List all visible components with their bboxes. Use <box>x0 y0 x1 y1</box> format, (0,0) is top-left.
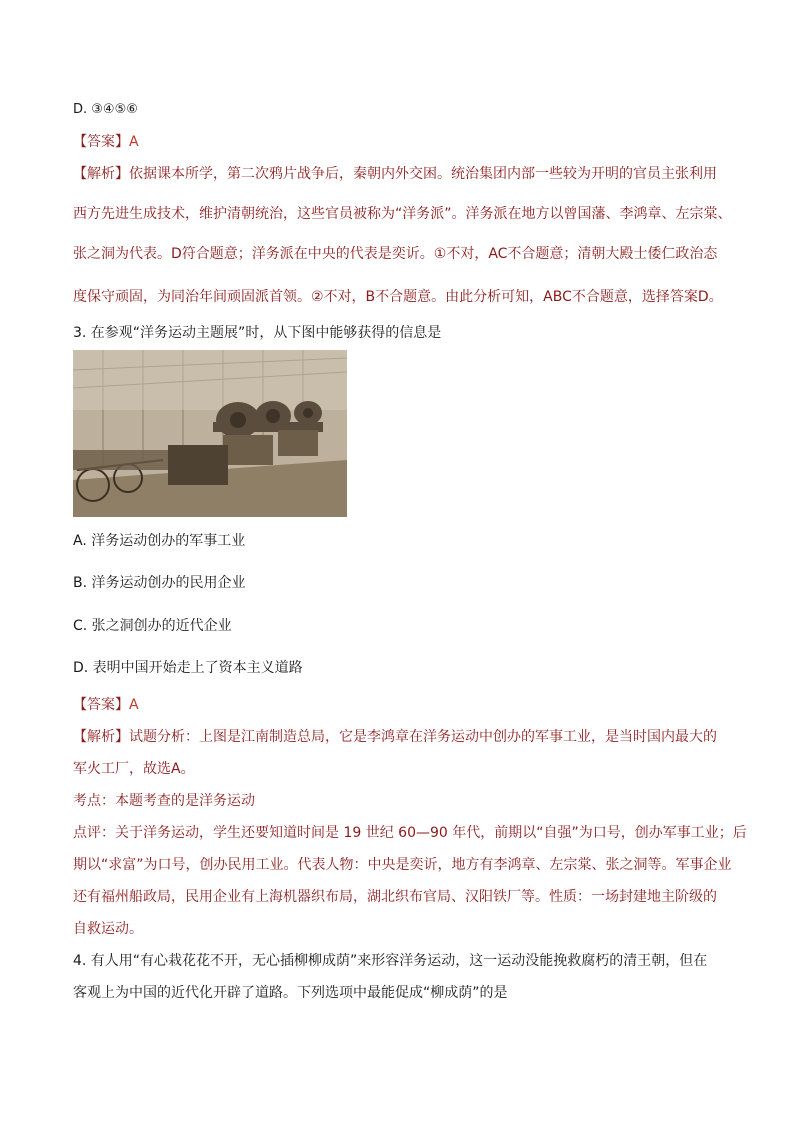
q3-kaodian: 考点：本题考查的是洋务运动 <box>73 793 255 809</box>
q3-option-d: D. 表明中国开始走上了资本主义道路 <box>73 660 303 676</box>
answer-label: 【答案】 <box>73 134 129 150</box>
q3-dianping-line-2: 期以“求富”为口号，创办民用工业。代表人物：中央是奕䜣，地方有李鸿章、左宗棠、张之洞等。军事企业 <box>73 857 732 873</box>
answer-value: A <box>129 697 139 713</box>
q4-stem-line-2: 客观上为中国的近代化开辟了道路。下列选项中最能促成“柳成荫”的是 <box>73 985 508 1001</box>
q3-analysis-line-2: 军火工厂，故选A。 <box>73 761 195 777</box>
q3-analysis-line-1: 【解析】试题分析：上图是江南制造总局，它是李鸿章在洋务运动中创办的军事工业，是当时国内最大的 <box>73 729 717 745</box>
q2-option-d: D. ③④⑤⑥ <box>73 102 138 117</box>
q3-option-b: B. 洋务运动创办的民用企业 <box>73 575 246 591</box>
analysis-label: 【解析】 <box>73 166 129 182</box>
q3-stem: 3. 在参观“洋务运动主题展”时，从下图中能够获得的信息是 <box>73 325 442 341</box>
answer-label: 【答案】 <box>73 697 129 713</box>
analysis-label: 【解析】 <box>73 729 129 745</box>
factory-photo <box>73 350 347 517</box>
q2-analysis-line-1: 【解析】依据课本所学，第二次鸦片战争后，秦朝内外交困。统治集团内部一些较为开明的官员主张利用 <box>73 166 717 182</box>
q3-answer <box>73 696 139 714</box>
q2-analysis-line-4: 度保守顽固，为同治年间顽固派首领。②不对，B不合题意。由此分析可知，ABC不合题意，选择答案D。 <box>73 289 723 305</box>
factory-illustration <box>73 350 347 517</box>
q2-analysis-line-2: 西方先进生成技术，维护清朝统治，这些官员被称为“洋务派”。洋务派在地方以曾国藩、李鸿章、左宗棠、 <box>73 206 732 222</box>
q2-answer <box>73 133 139 151</box>
q3-dianping-line-3: 还有福州船政局，民用企业有上海机器织布局，湖北织布官局、汉阳铁厂等。性质：一场封建地主阶级的 <box>73 889 717 905</box>
q4-stem-line-1: 4. 有人用“有心栽花花不开，无心插柳柳成荫”来形容洋务运动，这一运动没能挽救腐朽的清王朝，但在 <box>73 953 708 969</box>
q3-option-a: A. 洋务运动创办的军事工业 <box>73 533 246 549</box>
q3-dianping-line-1: 点评：关于洋务运动，学生还要知道时间是 19 世纪 60—90 年代，前期以“自强”为口号，创办军事工业；后 <box>73 825 747 841</box>
answer-value: A <box>129 134 139 150</box>
q3-dianping-line-4: 自救运动。 <box>73 921 143 937</box>
q2-analysis-line-3: 张之洞为代表。D符合题意；洋务派在中央的代表是奕䜣。①不对，AC不合题意；清朝大殿士倭仁政治态 <box>73 246 718 262</box>
q3-option-c: C. 张之洞创办的近代企业 <box>73 618 232 634</box>
